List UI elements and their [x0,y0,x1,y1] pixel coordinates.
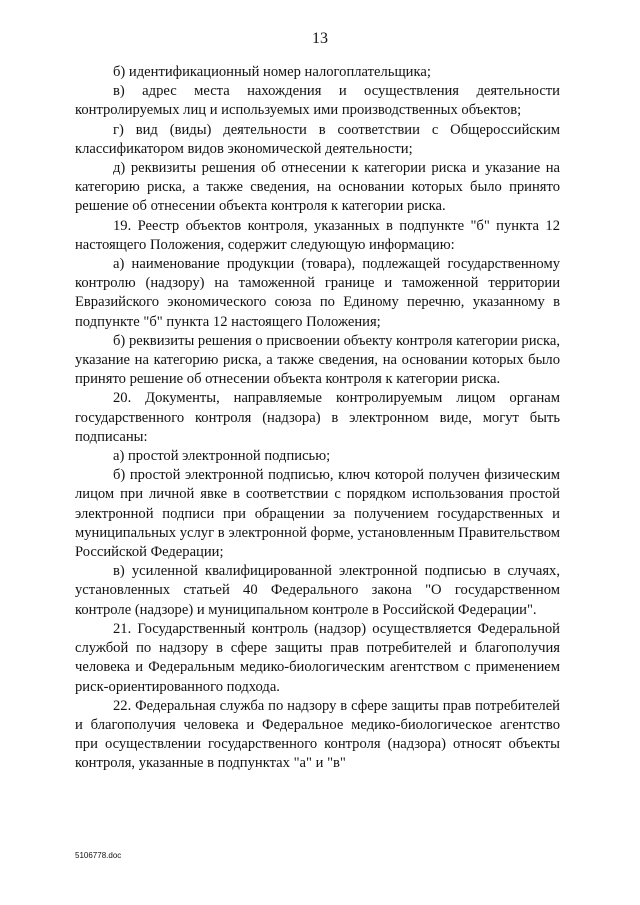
paragraph: б) реквизиты решения о присвоении объекту контроля категории риска, указание на категорию риска, а также сведения, на основании которых было принято решение об отнесении объекта контроля к категории риска. [75,332,560,388]
paragraph: в) усиленной квалифицированной электронной подписью в случаях, установленных статьей 40 Федерального закона "О государственном контроле (надзоре) и муниципальном контроле в Российской Федерации". [75,563,560,618]
paragraph: д) реквизиты решения об отнесении к категории риска и указание на категорию риска, а также сведения, на основании которых было принято решение об отнесении объекта контроля к категории риска. [75,160,560,215]
document-code: 5106778.doc [75,851,122,860]
paragraph: в) адрес места нахождения и осуществления деятельности контролируемых лиц и используемых ими производственных объектов; [75,83,560,119]
paragraph: б) идентификационный номер налогоплательщика; [113,64,431,80]
paragraph: 20. Документы, направляемые контролируемым лицом органам государственного контроля (надзора) в электронном виде, могут быть подписаны: [75,390,560,445]
paragraph: а) наименование продукции (товара), подлежащей государственному контролю (надзору) на таможенной границе и таможенной территории Евразийского экономического союза по Единому перечню, указанному в подпункте "б" пункта 12 настоящего Положения; [75,256,560,330]
paragraph: а) простой электронной подписью; [113,448,331,465]
paragraph: 22. Федеральная служба по надзору в сфере защиты прав потребителей и благополучия человека и Федеральное медико-биологическое агентство при осуществлении государственного контроля (надзора) относят объекты контроля, указанные в подпунктах "а" и "в" [75,697,560,772]
page-number: 13 [312,30,328,47]
paragraph: б) простой электронной подписью, ключ которой получен физическим лицом при личной явке в соответствии с порядком использования простой электронной подписи при обращении за получением государственных и муниципальных услуг в электронной форме, установленным Правительством Российской Федерации; [75,467,560,561]
paragraph: г) вид (виды) деятельности в соответствии с Общероссийским классификатором видов экономической деятельности; [75,121,560,157]
document-body [75,63,560,774]
paragraph: 19. Реестр объектов контроля, указанных в подпункте "б" пункта 12 настоящего Положения, содержит следующую информацию: [75,217,560,253]
paragraph: 21. Государственный контроль (надзор) осуществляется Федеральной службой по надзору в сфере защиты прав потребителей и благополучия человека и Федеральным медико-биологическим агентством с применением риск-ориентированного подхода. [75,620,560,695]
